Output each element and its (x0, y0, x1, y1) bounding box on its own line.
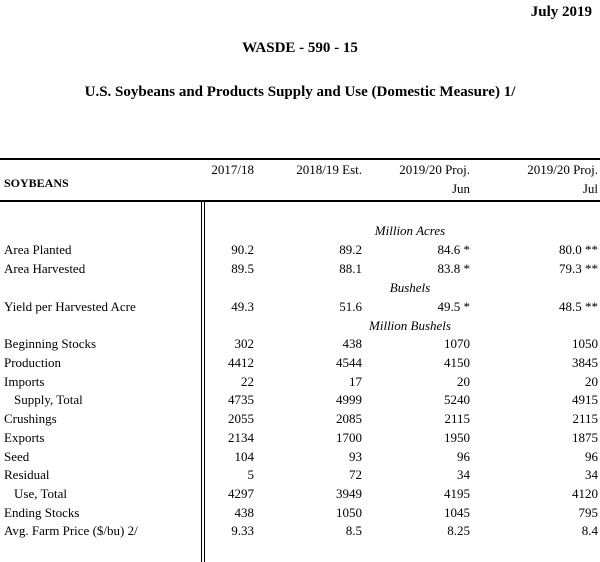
table-cell: 4195 (444, 486, 470, 501)
row-label: Use, Total (14, 486, 68, 501)
table-cell: 4297 (228, 486, 254, 501)
row-label: Yield per Harvested Acre (4, 299, 136, 314)
row-label: Production (4, 355, 62, 370)
column-subheader: Jun (451, 181, 470, 196)
table-cell: 1050 (572, 336, 598, 351)
table-cell: 72 (349, 467, 362, 482)
table-cell: 1045 (444, 505, 470, 520)
table-cell: 84.6 * (437, 242, 470, 257)
row-label: Avg. Farm Price ($/bu) 2/ (4, 523, 138, 538)
table-cell: 438 (234, 505, 254, 520)
table-cell: 49.3 (231, 299, 254, 314)
table-cell: 4150 (444, 355, 470, 370)
table-cell: 1875 (572, 430, 598, 445)
table-cell: 4735 (228, 392, 254, 407)
row-label: Beginning Stocks (4, 336, 97, 351)
table-cell: 83.8 * (437, 261, 470, 276)
row-label: Exports (4, 430, 45, 445)
table-cell: 4915 (572, 392, 598, 407)
table-cell: 2055 (228, 411, 254, 426)
table-cell: 2115 (444, 411, 470, 426)
table-cell: 104 (234, 449, 254, 464)
table-cell: 3845 (572, 355, 598, 370)
table-cell: 4412 (228, 355, 254, 370)
table-cell: 22 (241, 374, 254, 389)
table-cell: 1070 (444, 336, 470, 351)
row-label: Crushings (4, 411, 57, 426)
row-label: Area Harvested (4, 261, 86, 276)
top-rule (0, 158, 600, 160)
unit-label: Million Acres (374, 223, 446, 238)
row-label: Seed (4, 449, 30, 464)
unit-label: Bushels (389, 280, 431, 295)
table-cell: 17 (349, 374, 362, 389)
table-cell: 8.25 (447, 523, 470, 538)
column-divider (201, 200, 202, 562)
table-cell: 48.5 ** (559, 299, 598, 314)
table-cell: 90.2 (231, 242, 254, 257)
table-title: U.S. Soybeans and Products Supply and Use (Domestic Measure) 1/ (84, 84, 516, 100)
table-cell: 2134 (228, 430, 254, 445)
table-cell: 20 (457, 374, 470, 389)
table-cell: 93 (349, 449, 362, 464)
row-label: Area Planted (4, 242, 72, 257)
table-cell: 9.33 (231, 523, 254, 538)
row-label: Residual (4, 467, 50, 482)
table-cell: 80.0 ** (559, 242, 598, 257)
table-cell: 49.5 * (437, 299, 470, 314)
table-cell: 1050 (336, 505, 362, 520)
row-header-soybeans: SOYBEANS (4, 176, 69, 190)
table-cell: 89.2 (339, 242, 362, 257)
table-cell: 5240 (444, 392, 470, 407)
table-cell: 1950 (444, 430, 470, 445)
column-header: 2018/19 Est. (296, 162, 362, 177)
header-bottom-rule (0, 200, 600, 202)
unit-label: Million Bushels (369, 318, 451, 333)
table-cell: 1700 (336, 430, 362, 445)
table-cell: 89.5 (231, 261, 254, 276)
table-cell: 8.5 (345, 523, 362, 538)
table-cell: 438 (342, 336, 362, 351)
column-header: 2019/20 Proj. (527, 162, 598, 177)
column-divider-2 (204, 200, 205, 562)
column-header: 2019/20 Proj. (399, 162, 470, 177)
table-cell: 4999 (336, 392, 362, 407)
column-header: 2017/18 (211, 162, 254, 177)
report-date: July 2019 (530, 4, 592, 20)
table-cell: 34 (457, 467, 470, 482)
table-cell: 96 (585, 449, 598, 464)
table-cell: 20 (585, 374, 598, 389)
table-cell: 88.1 (339, 261, 362, 276)
row-label: Supply, Total (14, 392, 83, 407)
table-cell: 3949 (336, 486, 362, 501)
table-cell: 4544 (336, 355, 362, 370)
row-label: Imports (4, 374, 45, 389)
row-label: Ending Stocks (4, 505, 80, 520)
table-cell: 34 (585, 467, 598, 482)
table-cell: 302 (234, 336, 254, 351)
table-cell: 5 (247, 467, 254, 482)
report-number: WASDE - 590 - 15 (242, 40, 358, 56)
table-cell: 795 (578, 505, 598, 520)
table-cell: 96 (457, 449, 470, 464)
table-cell: 8.4 (581, 523, 598, 538)
table-cell: 51.6 (339, 299, 362, 314)
table-cell: 2085 (336, 411, 362, 426)
column-subheader: Jul (582, 181, 598, 196)
table-cell: 2115 (572, 411, 598, 426)
table-cell: 4120 (572, 486, 598, 501)
table-cell: 79.3 ** (559, 261, 598, 276)
